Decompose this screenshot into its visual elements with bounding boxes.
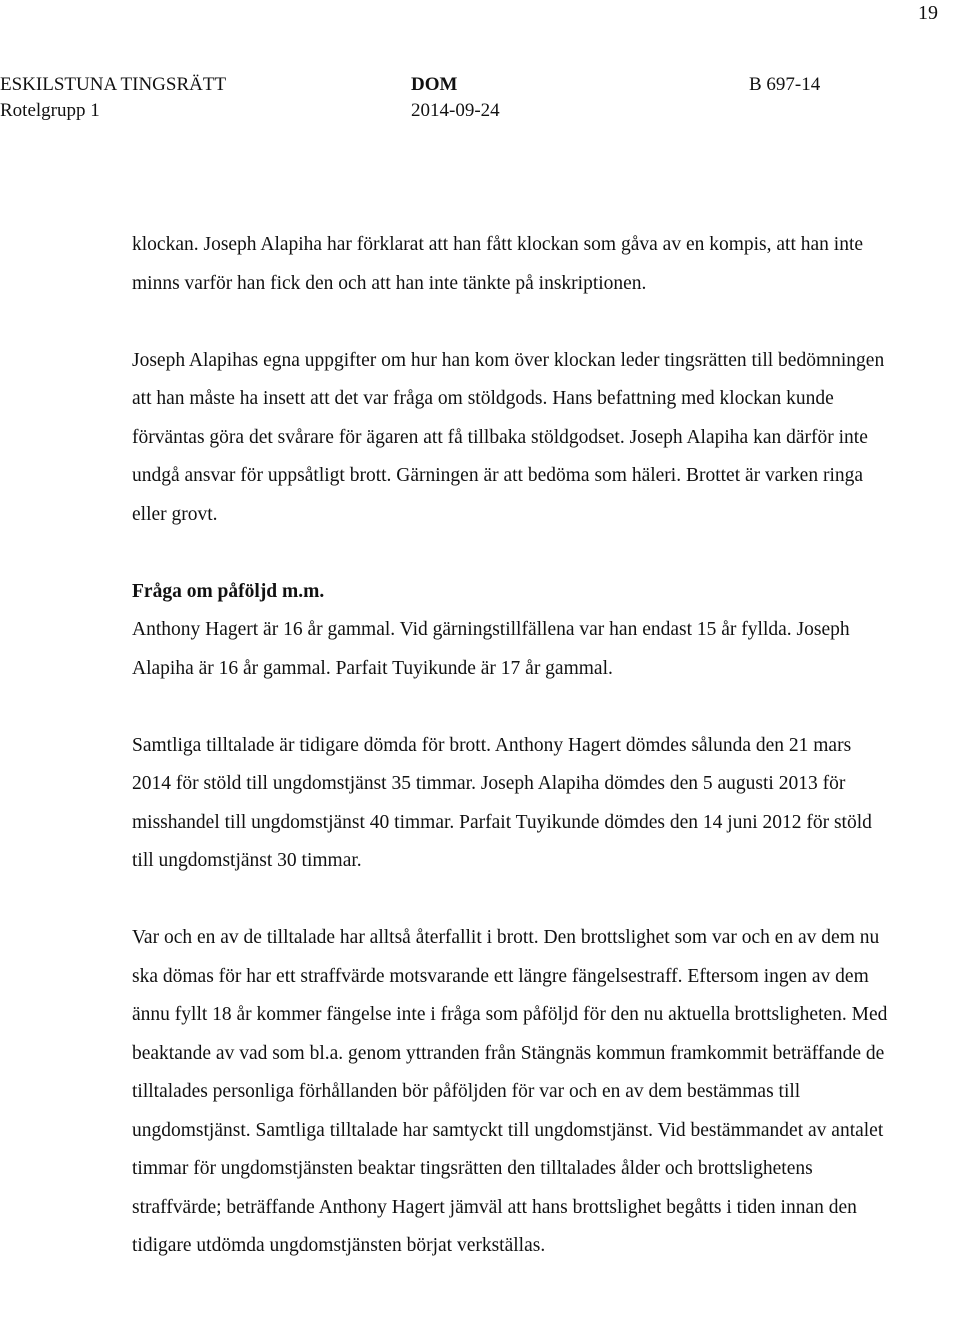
header-document-block <box>411 72 500 124</box>
paragraph-5: Var och en av de tilltalade har alltså återfallit i brott. Den brottslighet som var och en av dem nu ska dömas för har ett straffvärde motsvarande ett längre fängelsestraff. Eftersom ingen av dem ännu fyllt 18 år kommer fängelse inte i fråga som påföljd för den nu aktuella brottsligheten. Med beaktande av vad som bl.a. genom yttranden från Stängnäs kommun framkommit beträffande de tilltalades personliga förhållanden bör påföljden för var och en av dem bestämmas till ungdomstjänst. Samtliga tilltalade har samtyckt till ungdomstjänst. Vid bestämmandet av antalet timmar för ungdomstjänsten beaktar tingsrätten den tilltalades ålder och brottslighetens straffvärde; beträffande Anthony Hagert jämväl att hans brottslighet begåtts i tiden innan den tidigare utdömda ungdomstjänsten börjat verkställas. <box>132 927 888 1256</box>
court-name: ESKILSTUNA TINGSRÄTT <box>0 74 227 95</box>
case-number: B 697-14 <box>749 74 821 95</box>
document-body <box>132 226 892 1266</box>
document-type: DOM <box>411 74 458 95</box>
header-court-block <box>0 72 226 124</box>
page-number: 19 <box>918 2 938 24</box>
document-date: 2014-09-24 <box>411 100 500 121</box>
section-heading: Fråga om påföljd m.m. <box>132 580 325 602</box>
paragraph-1: klockan. Joseph Alapiha har förklarat att han fått klockan som gåva av en kompis, att han inte minns varför han fick den och att han inte tänkte på inskriptionen. <box>132 234 864 294</box>
paragraph-4: Samtliga tilltalade är tidigare dömda för brott. Anthony Hagert dömdes sålunda den 21 mars 2014 för stöld till ungdomstjänst 35 timmar. Joseph Alapiha dömdes den 5 augusti 2013 för misshandel till ungdomstjänst 40 timmar. Parfait Tuyikunde dömdes den 14 juni 2012 för stöld till ungdomstjänst 30 timmar. <box>132 734 872 871</box>
court-unit: Rotelgrupp 1 <box>0 100 100 121</box>
paragraph-2: Joseph Alapihas egna uppgifter om hur han kom över klockan leder tingsrätten till bedömningen att han måste ha insett att det var fråga om stöldgods. Hans befattning med klockan kunde förväntas göra det svårare för ägaren att få tillbaka stöldgodset. Joseph Alapiha kan därför inte undgå ansvar för uppsåtligt brott. Gärningen är att bedöma som häleri. Brottet är varken ringa eller grovt. <box>132 349 885 525</box>
paragraph-3: Anthony Hagert är 16 år gammal. Vid gärningstillfällena var han endast 15 år fyllda. Joseph Alapiha är 16 år gammal. Parfait Tuyikunde är 17 år gammal. <box>132 619 850 679</box>
